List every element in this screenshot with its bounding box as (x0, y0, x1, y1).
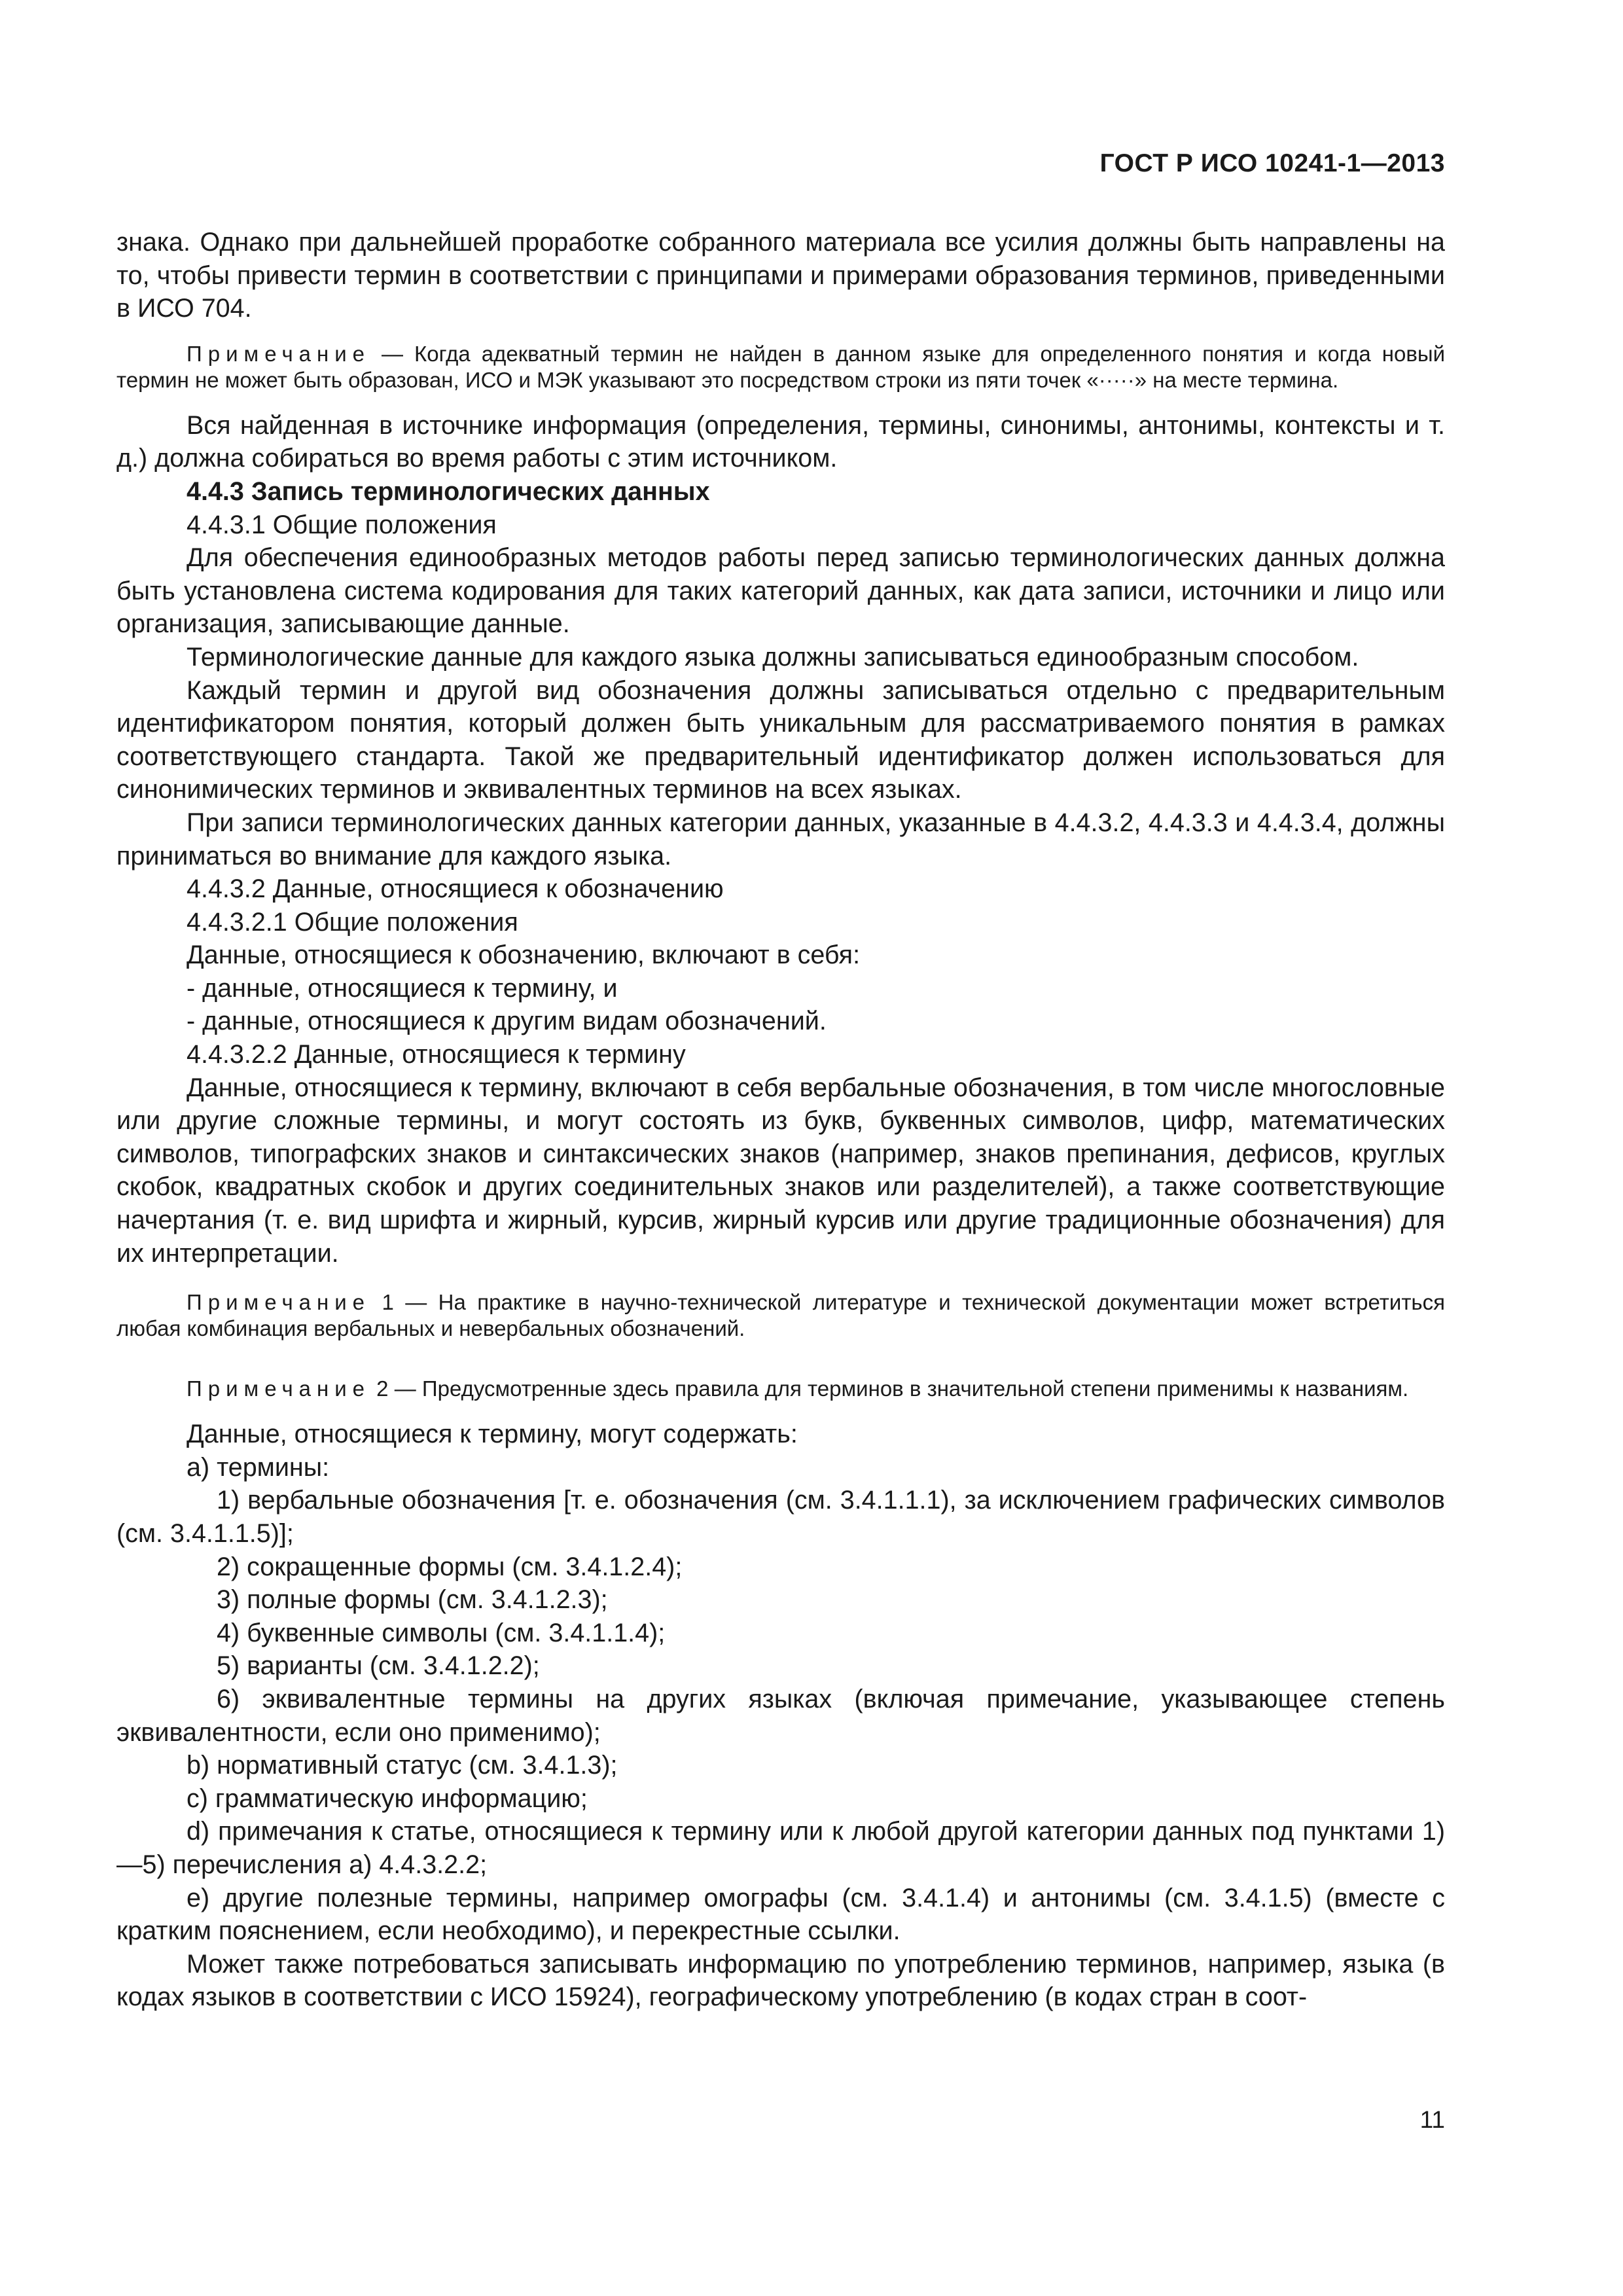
paragraph: Может также потребоваться записывать информацию по употреблению терминов, например, языка (в кодах языков в соответствии с ИСО 15924), географическому употреблению (в кодах стран в соот- (116, 1949, 1445, 2012)
note-text: — Когда адекватный термин не найден в данном языке для определенного понятия и когда новый термин не может быть образован, ИСО и МЭК указывают это посредством строки из пяти точек «·····» на месте термина. (116, 341, 1445, 392)
list-item: - данные, относящиеся к другим видам обозначений. (187, 1007, 827, 1036)
note-text: 2 — Предусмотренные здесь правила для терминов в значительной степени применимы к названиям. (370, 1376, 1409, 1401)
subsection-heading: 4.4.3.2.2 Данные, относящиеся к термину (187, 1040, 686, 1069)
list-item: 1) вербальные обозначения [т. е. обозначения (см. 3.4.1.1.1), за исключением графических символов (см. 3.4.1.1.5)]; (116, 1486, 1445, 1548)
list-item: 6) эквивалентные термины на других языках (включая примечание, указывающее степень эквивалентности, если оно применимо); (116, 1684, 1445, 1747)
note-1 (116, 341, 1445, 393)
page-number: 11 (1419, 2106, 1445, 2133)
paragraph: знака. Однако при дальнейшей проработке собранного материала все усилия должны быть направлены на то, чтобы привести термин в соответствии с принципами и примерами образования терминов, приведенными в ИСО 704. (116, 228, 1445, 323)
document-code-header: ГОСТ Р ИСО 10241-1—2013 (1099, 149, 1445, 177)
paragraph: Каждый термин и другой вид обозначения должны записываться отдельно с предварительным идентификатором понятия, который должен быть уникальным для рассматриваемого понятия в рамках соответствующего стандарта. Такой же предварительный идентификатор должен использоваться для синонимических терминов и эквивалентных терминов на всех языках. (116, 675, 1445, 804)
document-page (116, 0, 1445, 2296)
paragraph: Вся найденная в источнике информация (определения, термины, синонимы, антонимы, контексты и т. д.) должна собираться во время работы с этим источником. (116, 410, 1445, 473)
subsection-heading: 4.4.3.1 Общие положения (187, 510, 497, 539)
list-item: 2) сокращенные формы (см. 3.4.1.2.4); (217, 1552, 683, 1581)
list-item: 4) буквенные символы (см. 3.4.1.1.4); (217, 1618, 666, 1647)
list-item: - данные, относящиеся к термину, и (187, 973, 618, 1003)
paragraph: При записи терминологических данных категории данных, указанные в 4.4.3.2, 4.4.3.3 и 4.4.3.4, должны приниматься во внимание для каждого языка. (116, 808, 1445, 870)
paragraph: Данные, относящиеся к термину, включают в себя вербальные обозначения, в том числе многословные или другие сложные термины, и могут состоять из букв, буквенных символов, цифр, математических символов, типографских знаков и синтаксических знаков (например, знаков препинания, дефисов, круглых скобок, квадратных скобок и других соединительных знаков или разделителей), а также соответствующие начертания (т. е. вид шрифта и жирный, курсив, жирный курсив или другие традиционные обозначения) для их интерпретации. (116, 1073, 1445, 1268)
list-item: 3) полные формы (см. 3.4.1.2.3); (217, 1585, 608, 1615)
list-item: 5) варианты (см. 3.4.1.2.2); (217, 1651, 540, 1681)
paragraph: Данные, относящиеся к термину, могут содержать: (187, 1420, 798, 1449)
body-text (116, 226, 1445, 2014)
list-item: d) примечания к статье, относящиеся к термину или к любой другой категории данных под пунктами 1)—5) перечисления а) 4.4.3.2.2; (116, 1817, 1445, 1879)
note-2 (116, 1289, 1445, 1342)
paragraph: Для обеспечения единообразных методов работы перед записью терминологических данных должна быть установлена система кодирования для таких категорий данных, как дата записи, источники и лицо или организация, записывающие данные. (116, 543, 1445, 639)
list-item: e) другие полезные термины, например омографы (см. 3.4.1.4) и антонимы (см. 3.4.1.5) (вместе с кратким пояснением, если необходимо), и перекрестные ссылки. (116, 1883, 1445, 1946)
paragraph: Терминологические данные для каждого языка должны записываться единообразным способом. (187, 642, 1359, 672)
section-heading-4-4-3: 4.4.3 Запись терминологических данных (187, 476, 710, 506)
list-item: а) термины: (187, 1452, 330, 1482)
note-3 (116, 1376, 1445, 1402)
note-text: 1 — На практике в научно-технической литературе и технической документации может встретиться любая комбинация вербальных и невербальных обозначений. (116, 1290, 1445, 1341)
list-item: b) нормативный статус (см. 3.4.1.3); (187, 1751, 618, 1780)
subsection-heading: 4.4.3.2 Данные, относящиеся к обозначению (187, 874, 724, 904)
list-item: c) грамматическую информацию; (187, 1784, 588, 1813)
note-label: Примечание (187, 341, 371, 366)
note-label: Примечание (187, 1376, 371, 1401)
subsection-heading: 4.4.3.2.1 Общие положения (187, 907, 518, 937)
note-label: Примечание (187, 1290, 371, 1315)
paragraph: Данные, относящиеся к обозначению, включают в себя: (187, 941, 861, 970)
